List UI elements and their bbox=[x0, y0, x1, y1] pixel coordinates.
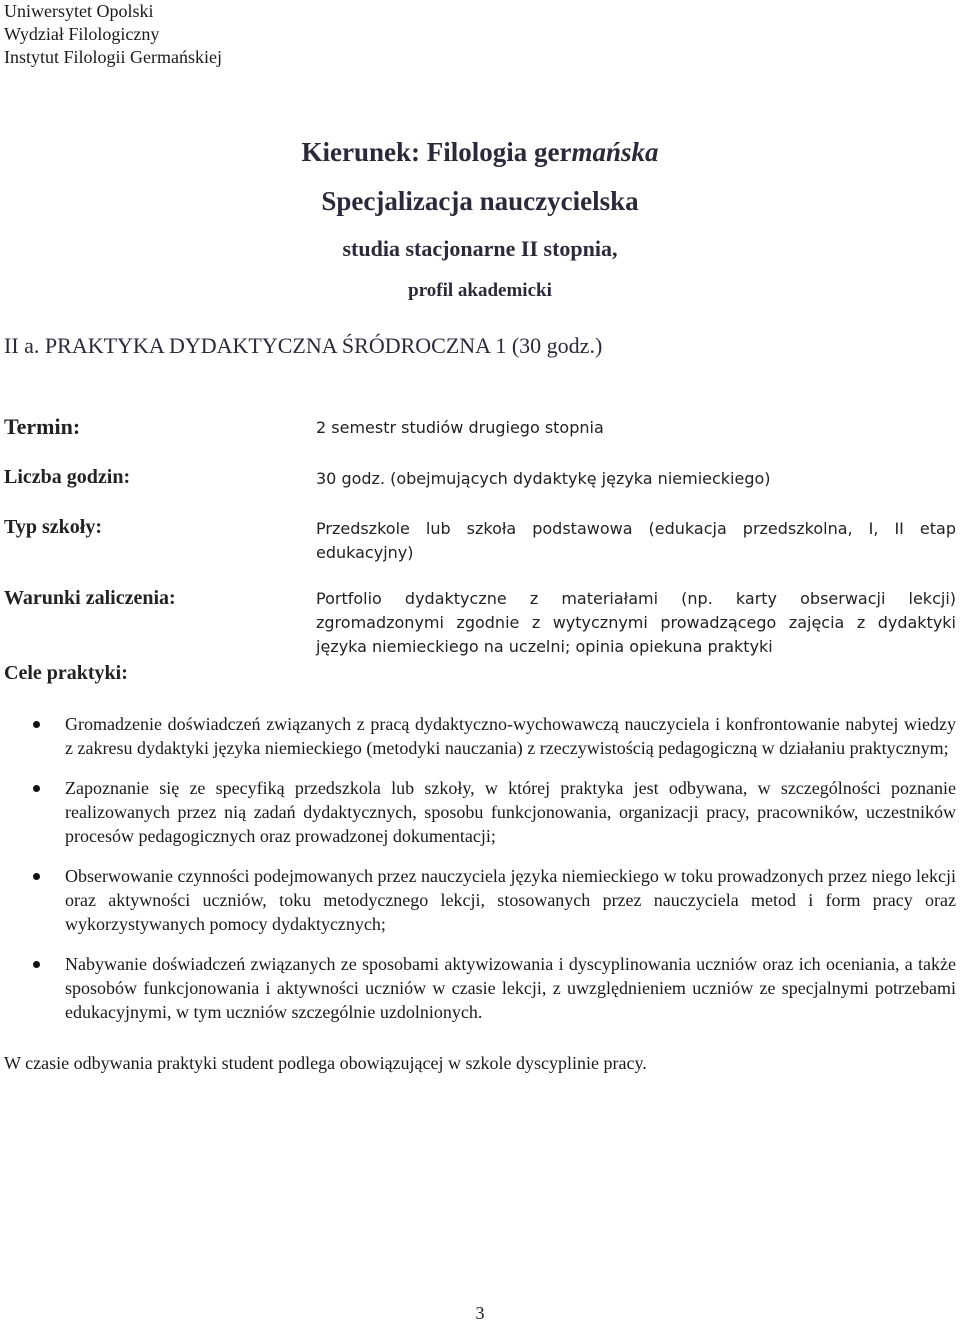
goal-item bbox=[0, 776, 960, 848]
goal-item bbox=[0, 952, 960, 1024]
profil-subtitle: profil akademicki bbox=[408, 280, 552, 301]
studia-subtitle: studia stacjonarne II stopnia, bbox=[342, 236, 618, 261]
goal-text: Gromadzenie doświadczeń związanych z pracą dydaktyczno-wychowawczą nauczyciela i konfrontowanie nabytej wiedzy z zakresu dydaktyki języka niemieckiego (metodyki nauczania) z rzeczywistością pedagogiczną w działaniu praktycznym; bbox=[65, 714, 956, 758]
goal-text: Obserwowanie czynności podejmowanych przez nauczyciela języka niemieckiego w toku prowadzonych przez niego lekcji oraz aktywności uczniów, toku metodycznego lekcji, stosowanych przez nauczyciela metod i form pracy oraz wykorzystywanych pomocy dydaktycznych; bbox=[65, 866, 956, 934]
bullet-icon bbox=[33, 873, 40, 880]
specjalizacja-title: Specjalizacja nauczycielska bbox=[321, 186, 639, 216]
value-termin: 2 semestr studiów drugiego stopnia bbox=[316, 418, 604, 437]
kierunek-title-italic: mańska bbox=[571, 137, 659, 167]
bullet-icon bbox=[33, 785, 40, 792]
bullet-icon bbox=[33, 721, 40, 728]
institution-university: Uniwersytet Opolski bbox=[4, 1, 154, 21]
closing-note: W czasie odbywania praktyki student podlega obowiązującej w szkole dyscyplinie pracy. bbox=[4, 1053, 647, 1073]
value-typ-szkoly: Przedszkole lub szkoła podstawowa (edukacja przedszkolna, I, II etap edukacyjny) bbox=[316, 519, 956, 562]
value-liczba-godzin: 30 godz. (obejmujących dydaktykę języka niemieckiego) bbox=[316, 469, 771, 488]
goals-list bbox=[0, 712, 960, 1040]
goal-item bbox=[0, 712, 960, 760]
section-title: II a. PRAKTYKA DYDAKTYCZNA ŚRÓDROCZNA 1 (30 godz.) bbox=[4, 333, 603, 358]
page-number: 3 bbox=[475, 1303, 485, 1323]
institution-faculty: Wydział Filologiczny bbox=[4, 24, 160, 44]
kierunek-title bbox=[0, 137, 960, 168]
label-termin: Termin: bbox=[4, 414, 81, 439]
label-cele-praktyki: Cele praktyki: bbox=[4, 662, 128, 684]
institution-institute: Instytut Filologii Germańskiej bbox=[4, 47, 222, 67]
bullet-icon bbox=[33, 961, 40, 968]
value-warunki-zaliczenia: Portfolio dydaktyczne z materiałami (np. karty obserwacji lekcji) zgromadzonymi zgodnie z wytycznymi prowadzącego zajęcia z dydaktyki języka niemieckiego na uczelni; opinia opiekuna praktyki bbox=[316, 589, 956, 656]
goal-text: Zapoznanie się ze specyfiką przedszkola lub szkoły, w której praktyka jest odbywana, w szczególności poznanie realizowanych przez nią zadań dydaktycznych, sposobu funkcjonowania, organizacji pracy, pracowników, uczestników procesów pedagogicznych oraz prowadzonej dokumentacji; bbox=[65, 778, 956, 846]
label-warunki-zaliczenia: Warunki zaliczenia: bbox=[4, 587, 176, 609]
goal-text: Nabywanie doświadczeń związanych ze sposobami aktywizowania i dyscyplinowania uczniów oraz ich oceniania, a także sposobów funkcjonowania i aktywności uczniów w czasie lekcji, z uwzględnieniem uczniów ze specjalnymi potrzebami edukacyjnymi, w tym uczniów szczególnie uzdolnionych. bbox=[65, 954, 956, 1022]
label-liczba-godzin: Liczba godzin: bbox=[4, 466, 131, 488]
kierunek-title-main: Kierunek: Filologia ger bbox=[301, 137, 572, 167]
label-typ-szkoly: Typ szkoły: bbox=[4, 516, 102, 538]
goal-item bbox=[0, 864, 960, 936]
